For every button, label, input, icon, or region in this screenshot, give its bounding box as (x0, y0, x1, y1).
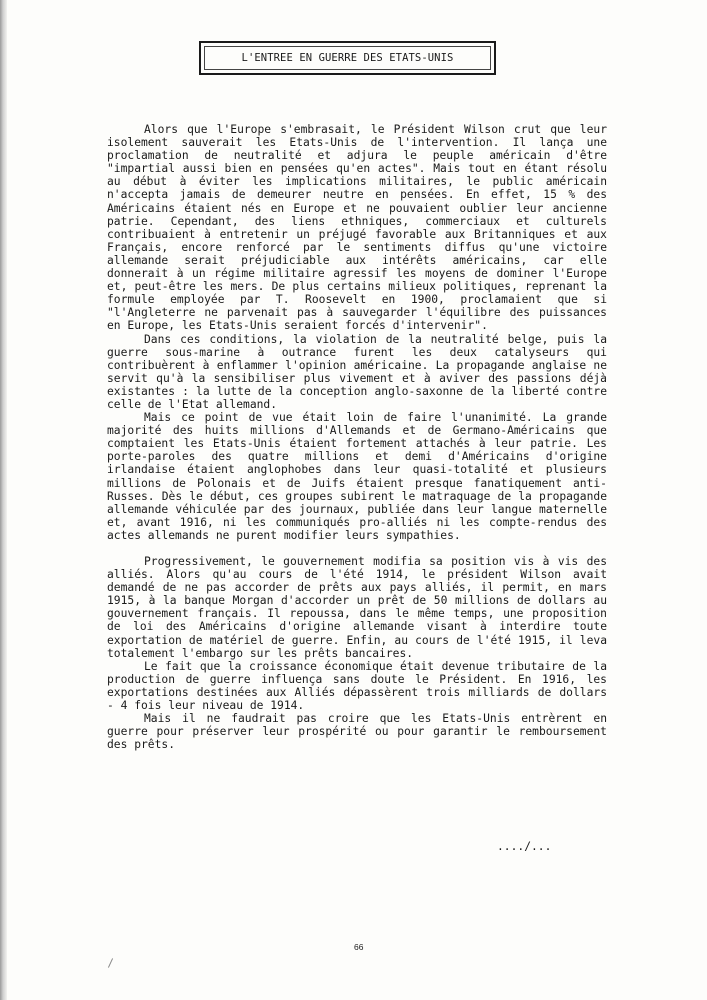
continuation-mark: ..../... (497, 840, 552, 853)
paragraph-5: Le fait que la croissance économique était devenue tributaire de la production de guerre influença sans doute le Président. En 1916, les exportations destinées aux Alliés dépassèrent trois milliards de dollars - 4 fois leur niveau de 1914. (107, 659, 607, 713)
title-box (199, 41, 496, 75)
page-title: L'ENTREE EN GUERRE DES ETATS-UNIS (241, 52, 454, 64)
paragraph-4: Progressivement, le gouvernement modifia sa position vis à vis des alliés. Alors qu'au cours de l'été 1914, le président Wilson avait demandé de ne pas accorder de prêts aux pays alliés, il permit, en mars 1915, à la banque Morgan d'accorder un prêt de 50 millions de dollars au gouvernement français. Il repoussa, dans le même temps, une proposition de loi des Américains d'origine allemande visant à interdire toute exportation de matériel de guerre. Enfin, au cours de l'été 1915, il leva totalement l'embargo sur les prêts bancaires. (107, 555, 607, 660)
stray-pen-mark (108, 958, 113, 967)
scan-left-edge (0, 0, 7, 1000)
page-number: 66 (354, 942, 364, 952)
paragraph-3: Mais ce point de vue était loin de faire l'unanimité. La grande majorité des huits millions d'Allemands et de Germano-Américains que comptaient les Etats-Unis étaient fortement attachés à leur patrie. Les porte-paroles des quatre millions et demi d'Américains d'origine irlandaise étaient anglophobes dans leur quasi-totalité et plusieurs millions de Polonais et de Juifs étaient presque fanatiquement anti-Russes. Dès le début, ces groupes subirent le matraquage de la propagande allemande véhiculée par des journaux, publiée dans leur langue maternelle et, avant 1916, ni les communiqués pro-alliés ni les compte-rendus des actes allemands ne purent modifier leurs sympathies. (107, 411, 607, 542)
paragraph-2: Dans ces conditions, la violation de la neutralité belge, puis la guerre sous-marine à outrance furent les deux catalyseurs qui contribuèrent à enflammer l'opinion américaine. La propagande anglaise ne servit qu'à la sensibiliser plus vivement et à aviver des passions déjà existantes : la lutte de la conception anglo-saxonne de la liberté contre celle de l'Etat allemand. (107, 332, 607, 411)
document-body (107, 123, 607, 751)
paragraph-6: Mais il ne faudrait pas croire que les Etats-Unis entrèrent en guerre pour préserver leur prospérité ou pour garantir le remboursement des prêts. (107, 712, 607, 752)
paragraph-1: Alors que l'Europe s'embrasait, le Président Wilson crut que leur isolement sauverait les Etats-Unis de l'intervention. Il lança une proclamation de neutralité et adjura le peuple américain d'être "impartial aussi bien en pensées qu'en actes". Mais tout en étant résolu au début à éviter les implications militaires, le public américain n'accepta jamais de demeurer neutre en pensées. En effet, 15 % des Américains étaient nés en Europe et ne pouvaient oublier leur ancienne patrie. Cependant, des liens ethniques, commerciaux et culturels contribuaient à entretenir un préjugé favorable aux Britanniques et aux Français, encore renforcé par le sentiments diffus qu'une victoire allemande serait préjudiciable aux intérêts américains, car elle donnerait à un régime militaire agressif les moyens de dominer l'Europe et, peut-être les mers. De plus certains milieux politiques, reprenant la formule employée par T. Roosevelt en 1900, proclamaient que si "l'Angleterre ne parvenait pas à sauvegarder l'équilibre des puissances en Europe, les Etats-Unis seraient forcés d'intervenir". (107, 123, 607, 333)
